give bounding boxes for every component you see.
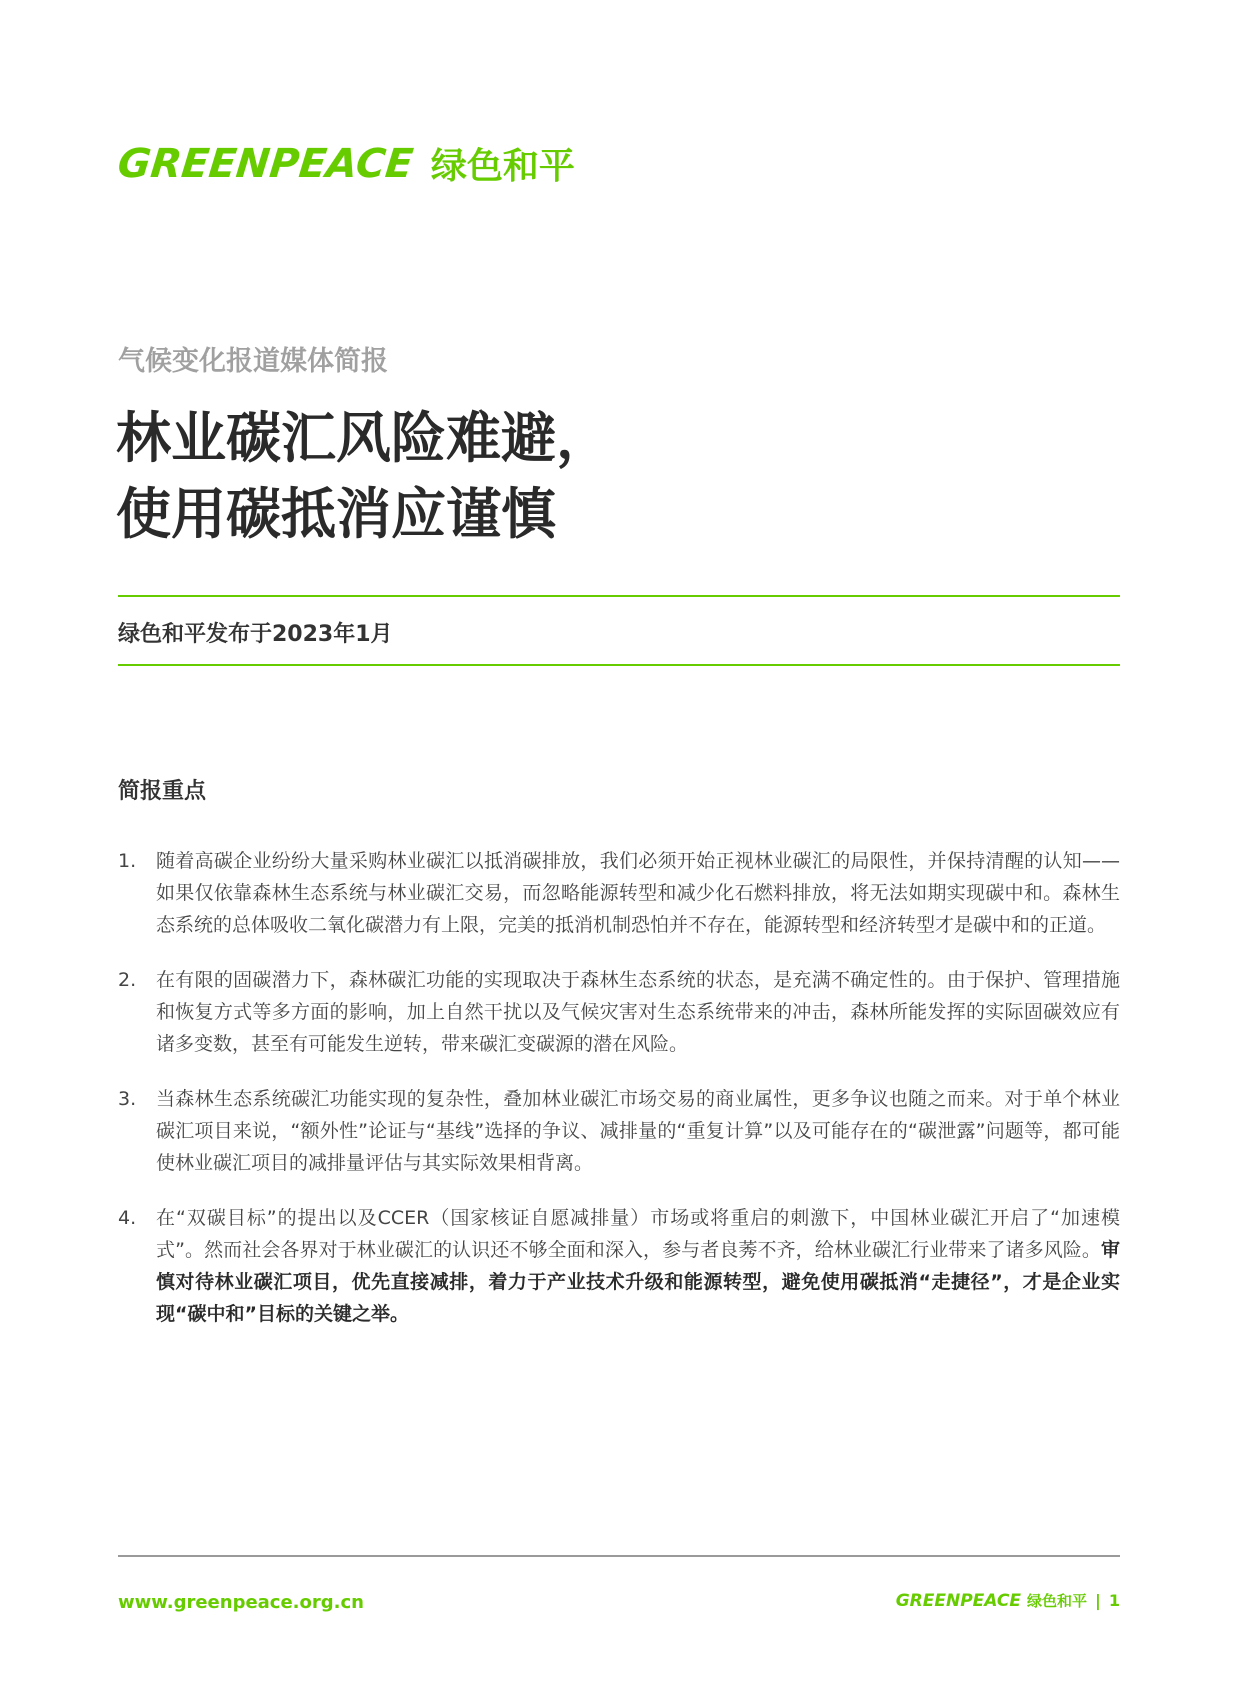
list-item [118, 964, 1120, 1060]
divider-top [118, 595, 1120, 597]
title-line-2: 使用碳抵消应谨慎 [116, 482, 557, 546]
list-item [118, 1083, 1120, 1179]
list-item-text: 随着高碳企业纷纷大量采购林业碳汇以抵消碳排放，我们必须开始正视林业碳汇的局限性，并保持清醒的认知——如果仅依靠森林生态系统与林业碳汇交易，而忽略能源转型和减少化石燃料排放，将无法如期实现碳中和。森林生态系统的总体吸收二氧化碳潜力有上限，完美的抵消机制恐怕并不存在，能源转型和经济转型才是碳中和的正道。 [156, 850, 1120, 936]
logo-english: GREENPEACE [115, 140, 416, 187]
document-category: 气候变化报道媒体简报 [118, 346, 388, 377]
section-heading: 简报重点 [118, 779, 207, 804]
list-item-number: 4. [118, 1207, 137, 1229]
footer-divider [118, 1555, 1120, 1557]
list-item-number: 1. [118, 850, 137, 872]
list-item [118, 845, 1120, 941]
list-item-body [156, 1202, 1120, 1330]
greenpeace-logo [115, 138, 575, 189]
logo-chinese: 绿色和平 [430, 146, 575, 187]
list-item-emphasis: 审慎对待林业碳汇项目，优先直接减排，着力于产业技术升级和能源转型，避免使用碳抵消“走捷径”，才是企业实现“碳中和”目标的关键之举。 [156, 1239, 1120, 1325]
publish-date: 绿色和平发布于2023年1月 [118, 622, 393, 647]
key-points-list [118, 845, 1120, 1353]
footer-logo-chinese: 绿色和平 [1027, 1592, 1088, 1610]
list-item-number: 3. [118, 1088, 137, 1110]
title-line-1: 林业碳汇风险难避， [116, 406, 612, 470]
footer-logo-english: GREENPEACE [895, 1590, 1021, 1611]
list-item [118, 1202, 1120, 1330]
list-item-number: 2. [118, 969, 137, 991]
list-item-text: 在有限的固碳潜力下，森林碳汇功能的实现取决于森林生态系统的状态，是充满不确定性的。由于保护、管理措施和恢复方式等多方面的影响，加上自然干扰以及气候灾害对生态系统带来的冲击，森林所能发挥的实际固碳效应有诸多变数，甚至有可能发生逆转，带来碳汇变碳源的潜在风险。 [156, 969, 1120, 1055]
website-link[interactable]: www.greenpeace.org.cn [118, 1592, 364, 1613]
footer-branding [896, 1590, 1120, 1611]
divider-bottom [118, 664, 1120, 666]
list-item-text: 在“双碳目标”的提出以及CCER（国家核证自愿减排量）市场或将重启的刺激下，中国林业碳汇开启了“加速模式”。然而社会各界对于林业碳汇的认识还不够全面和深入，参与者良莠不齐，给林业碳汇行业带来了诸多风险。 [156, 1207, 1120, 1261]
list-item-text: 当森林生态系统碳汇功能实现的复杂性，叠加林业碳汇市场交易的商业属性，更多争议也随之而来。对于单个林业碳汇项目来说，“额外性”论证与“基线”选择的争议、减排量的“重复计算”以及可能存在的“碳泄露”问题等，都可能使林业碳汇项目的减排量评估与其实际效果相背离。 [156, 1088, 1120, 1174]
document-title [116, 400, 611, 552]
footer-separator: | [1095, 1591, 1101, 1610]
page-number: 1 [1108, 1591, 1120, 1610]
